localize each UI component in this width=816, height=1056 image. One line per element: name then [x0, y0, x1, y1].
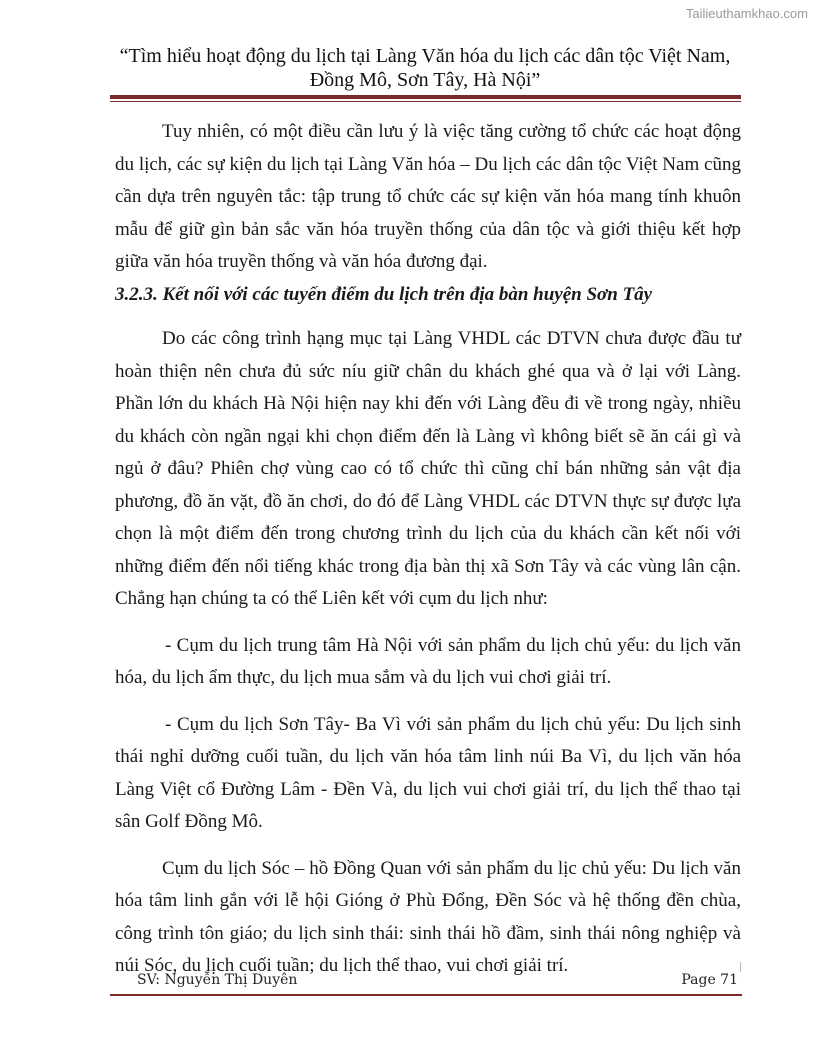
- paragraph-soc-dongquan-cluster: Cụm du lịch Sóc – hồ Đồng Quan với sản phẩm du lịc chủ yếu: Du lịch văn hóa tâm linh gắn với lễ hội Gióng ở Phù Đổng, Đền Sóc và hệ thống đền chùa, công trình tôn giáo; du lịch sinh thái: sinh thái hồ đầm, sinh thái nông nghiệp và núi Sóc, du lịch cuối tuần; du lịch thể thao, vui chơi giải trí.: [115, 857, 741, 976]
- paragraph-hanoi-cluster: - Cụm du lịch trung tâm Hà Nội với sản phẩm du lịch chủ yếu: du lịch văn hóa, du lịch ẩm thực, du lịch mua sắm và du lịch vui chơi giải trí.: [115, 634, 741, 688]
- footer-tick-mark: [740, 962, 741, 972]
- footer-divider: [110, 994, 742, 996]
- header-title-line-1: “Tìm hiểu hoạt động du lịch tại Làng Văn hóa du lịch các dân tộc Việt Nam,: [119, 45, 731, 67]
- paragraph-intro: Tuy nhiên, có một điều cần lưu ý là việc tăng cường tổ chức các hoạt động du lịch, các sự kiện du lịch tại Làng Văn hóa – Du lịch các dân tộc Việt Nam cũng cần dựa trên nguyên tắc: tập trung tổ chức các sự kiện văn hóa mang tính khuôn mẫu để giữ gìn bản sắc văn hóa truyền thống của dân tộc và giới thiệu kết hợp giữa văn hóa truyền thống và văn hóa đương đại.: [115, 121, 741, 272]
- page-header: [110, 44, 740, 92]
- watermark: Tailieuthamkhao.com: [685, 6, 808, 21]
- paragraph-sontay-bavi-cluster: - Cụm du lịch Sơn Tây- Ba Vì với sản phẩm du lịch chủ yếu: Du lịch sinh thái nghỉ dưỡng cuối tuần, du lịch văn hóa tâm linh núi Ba Vì, du lịch văn hóa Làng Việt cổ Đường Lâm - Đền Và, du lịch vui chơi giải trí, du lịch thể thao tại sân Golf Đồng Mô.: [115, 713, 741, 832]
- header-divider-thin: [110, 101, 741, 102]
- paragraph-connection: Do các công trình hạng mục tại Làng VHDL các DTVN chưa được đầu tư hoàn thiện nên chưa đủ sức níu giữ chân du khách ghé qua và ở lại với Làng. Phần lớn du khách Hà Nội hiện nay khi đến với Làng đều đi về trong ngày, nhiều du khách còn ngần ngại khi chọn điểm đến là Làng vì không biết sẽ ăn cái gì và ngủ ở đâu? Phiên chợ vùng cao có tổ chức thì cũng chỉ bán những sản vật địa phương, đồ ăn vặt, đồ ăn chơi, do đó để Làng VHDL các DTVN thực sự được lựa chọn là một điểm đến trong chương trình du lịch của du khách cần kết nối với những điểm đến nổi tiếng khác trong địa bàn thị xã Sơn Tây và các vùng lân cận. Chẳng hạn chúng ta có thể Liên kết với cụm du lịch như:: [115, 328, 741, 609]
- header-title-line-2: Đồng Mô, Sơn Tây, Hà Nội”: [309, 69, 541, 91]
- header-divider: [110, 95, 741, 99]
- footer-page-number: Page 71: [681, 972, 738, 988]
- document-body: [115, 116, 741, 983]
- section-heading: 3.2.3. Kết nối với các tuyến điểm du lịch trên địa bàn huyện Sơn Tây: [115, 283, 653, 305]
- footer-student-name: SV: Nguyễn Thị Duyên: [137, 972, 298, 988]
